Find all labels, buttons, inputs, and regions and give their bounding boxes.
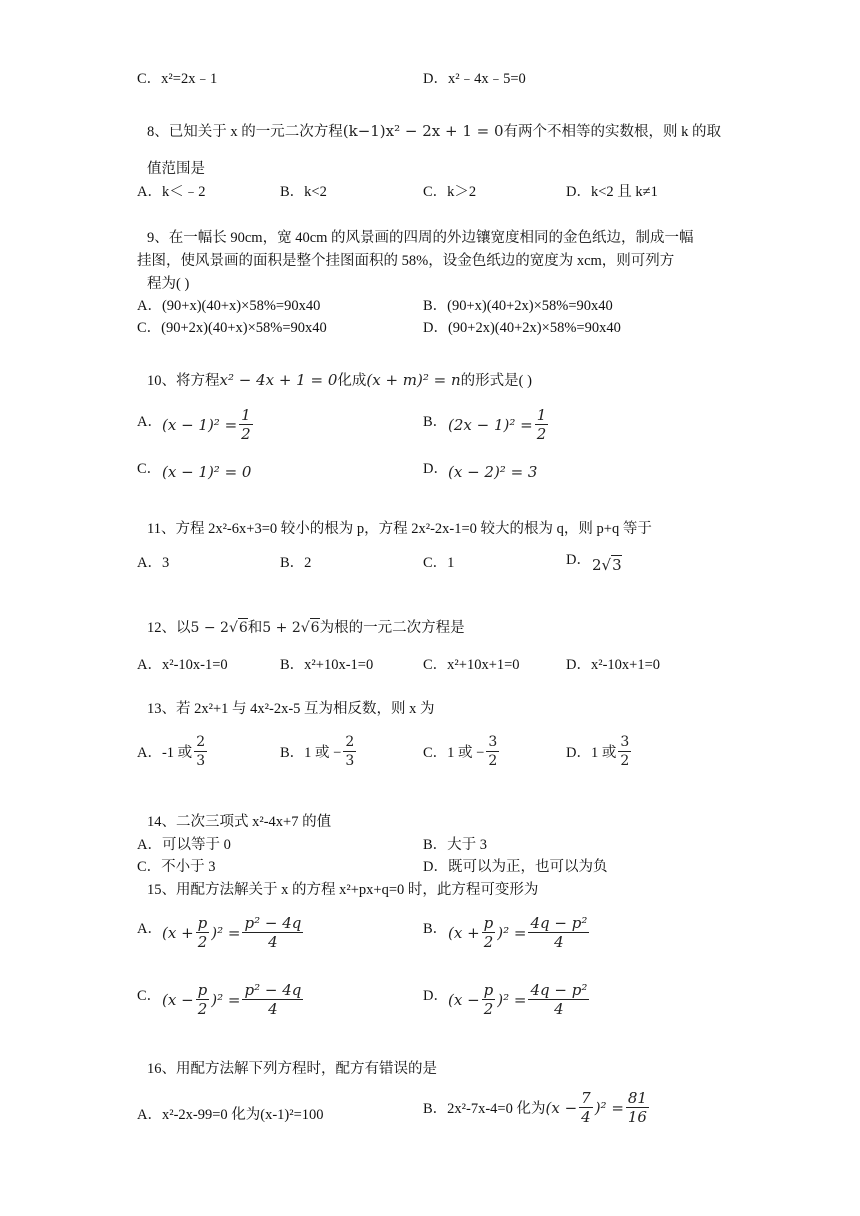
- q11-option-c: C．1: [423, 555, 455, 571]
- q12-stem-pre: 12、以: [147, 620, 191, 636]
- q13-option-d: [566, 733, 633, 770]
- q10-equation-1: x² − 4x + 1 = 0: [219, 371, 338, 389]
- q8-option-c: C．k＞2: [423, 184, 477, 200]
- q7-option-d: D．x²﹣4x﹣5=0: [423, 71, 526, 87]
- q12-root-1: 5 − 2√6: [190, 620, 248, 636]
- q10-b-num: 1: [536, 406, 547, 424]
- q14-option-c: C．不小于 3: [137, 859, 216, 875]
- q11-option-a: A．3: [137, 555, 170, 571]
- q8-stem-line2: 值范围是: [147, 161, 205, 177]
- q11-option-d-formula: 2√3: [592, 556, 622, 574]
- q8-stem-pre: 8、已知关于 x 的一元二次方程: [147, 124, 343, 140]
- q11-option-d-label: D．: [566, 552, 591, 568]
- q10-b-fraction: [535, 406, 549, 443]
- q11-d-radicand: 3: [612, 556, 622, 574]
- q9-stem-line1: 9、在一幅长 90cm，宽 40cm 的风景画的四周的外边镶宽度相同的金色纸边，制成一幅: [147, 230, 694, 246]
- q15-option-d-label: D．: [423, 988, 448, 1004]
- q15-option-c-label: C．: [137, 988, 162, 1004]
- q8-stem: [147, 122, 721, 141]
- q12-and: 和: [247, 620, 263, 636]
- q12-stem: [147, 618, 465, 637]
- q16-stem: 16、用配方法解下列方程时，配方有错误的是: [147, 1061, 437, 1077]
- q12-option-a: A．x²-10x-1=0: [137, 657, 228, 673]
- q14-option-d: D．既可以为正，也可以为负: [423, 859, 608, 875]
- q10-stem-pre: 10、将方程: [147, 373, 220, 389]
- q9-stem-line2: 挂图，使风景画的面积是整个挂图面积的 58%，设金色纸边的宽度为 xcm，则可列方: [137, 253, 675, 269]
- q13-a-text: A．-1 或: [137, 745, 193, 761]
- q9-option-a: A．(90+x)(40+x)×58%=90x40: [137, 298, 321, 314]
- q10-option-a-label: A．: [137, 414, 162, 430]
- q11-stem: 11、方程 2x²-6x+3=0 较小的根为 p，方程 2x²-2x-1=0 较大的根为 q，则 p+q 等于: [147, 521, 652, 537]
- q15-option-a-label: A．: [137, 921, 162, 937]
- q10-stem-mid: 化成: [337, 373, 367, 389]
- q15-option-a-formula: (x + $\frac{p}{2}$ )² = $\frac{\text{p² − 4q}}{4}$: [162, 914, 302, 951]
- q10-option-c-formula: (x − 1)² = 0: [162, 463, 252, 481]
- q8-stem-post: 有两个不相等的实数根，则 k 的取: [503, 124, 722, 140]
- q11-d-coef: 2: [592, 556, 602, 574]
- q15-option-d-formula: (x − $\frac{p}{2}$ )² = $\frac{\text{4q − p²}}{4}$: [448, 981, 588, 1018]
- q10-option-a-formula: [162, 406, 255, 443]
- q12-stem-post: 为根的一元二次方程是: [319, 620, 465, 636]
- q9-option-b: B．(90+x)(40+2x)×58%=90x40: [423, 298, 613, 314]
- q10-a-num: 1: [241, 406, 251, 424]
- q14-option-a: A．可以等于 0: [137, 837, 231, 853]
- q13-c-fraction: $\frac{3}{2}$: [488, 734, 498, 769]
- q12-option-d: D．x²-10x+1=0: [566, 657, 661, 673]
- q10-option-d-formula: (x − 2)² = 3: [448, 463, 538, 481]
- q8-option-d: D．k<2 且 k≠1: [566, 184, 658, 200]
- q15-option-c-formula: (x − $\frac{p}{2}$ )² = $\frac{\text{p² − 4q}}{4}$: [162, 981, 302, 1018]
- q11-option-b: B．2: [280, 555, 312, 571]
- q7-option-c: C．x²=2x﹣1: [137, 71, 218, 87]
- q10-option-b-label: B．: [423, 414, 448, 430]
- q10-a-lhs: (x − 1)² =: [162, 415, 238, 434]
- q10-equation-2: (x + m)² = n: [366, 371, 461, 389]
- q10-stem: [147, 371, 532, 390]
- q13-option-b: [280, 733, 358, 770]
- q14-stem: 14、二次三项式 x²-4x+7 的值: [147, 814, 332, 830]
- q10-b-lhs: (2x − 1)² =: [448, 415, 533, 434]
- q10-stem-post: 的形式是( ): [460, 373, 532, 389]
- q9-option-d: D．(90+2x)(40+2x)×58%=90x40: [423, 320, 621, 336]
- q10-a-den: 2: [241, 425, 251, 443]
- q13-b-fraction: $\frac{2}{3}$: [345, 734, 355, 769]
- q16-option-a: A．x²-2x-99=0 化为(x-1)²=100: [137, 1107, 324, 1123]
- q15-option-b-label: B．: [423, 921, 448, 937]
- q8-option-a: A．k＜﹣2: [137, 184, 206, 200]
- q10-option-c-label: C．: [137, 461, 162, 477]
- q13-option-a: [137, 733, 209, 770]
- q10-option-d-label: D．: [423, 461, 448, 477]
- q12-option-c: C．x²+10x+1=0: [423, 657, 520, 673]
- q10-option-b-formula: [448, 406, 550, 443]
- q10-b-den: 2: [536, 425, 547, 443]
- q13-c-text: C．1 或 −: [423, 745, 485, 761]
- q15-option-b-formula: (x + $\frac{p}{2}$ )² = $\frac{\text{4q − p²}}{4}$: [448, 914, 588, 951]
- q14-option-b: B．大于 3: [423, 837, 488, 853]
- q13-stem: 13、若 2x²+1 与 4x²-2x-5 互为相反数，则 x 为: [147, 701, 435, 717]
- q12-root-2: 5 + 2√6: [262, 620, 320, 636]
- q13-a-fraction: $\frac{2}{3}$: [196, 734, 206, 769]
- q8-option-b: B．k<2: [280, 184, 327, 200]
- q13-option-c: [423, 733, 501, 770]
- q13-d-fraction: $\frac{3}{2}$: [620, 734, 630, 769]
- q16-option-b: B．2x²-7x-4=0 化为 (x − $\frac{7}{4}$ )² = $\frac{81}{16}$: [423, 1089, 647, 1126]
- q9-stem-line3: 程为( ): [147, 276, 190, 292]
- q16-b-text: B．2x²-7x-4=0 化为: [423, 1101, 546, 1117]
- q9-option-c: C．(90+2x)(40+x)×58%=90x40: [137, 320, 327, 336]
- q10-a-fraction: [239, 406, 253, 443]
- q13-d-text: D．1 或: [566, 745, 617, 761]
- q8-equation: (k−1)x² − 2x + 1 = 0: [342, 122, 504, 140]
- q12-option-b: B．x²+10x-1=0: [280, 657, 374, 673]
- q15-stem: 15、用配方法解关于 x 的方程 x²+px+q=0 时，此方程可变形为: [147, 882, 539, 898]
- q13-b-text: B．1 或 −: [280, 745, 342, 761]
